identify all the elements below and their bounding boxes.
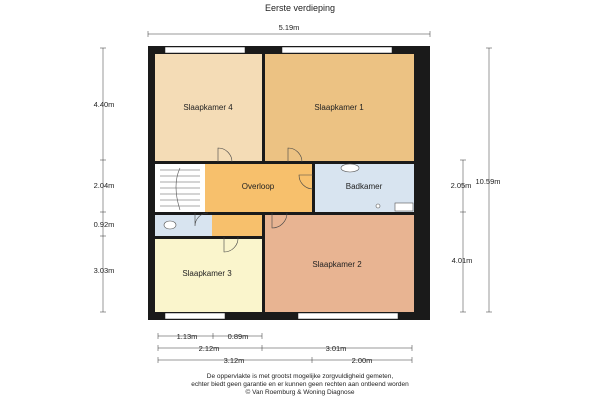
label-badkamer: Badkamer [345, 182, 383, 191]
disclaimer [0, 373, 600, 397]
dim-right-2: 4.01m [451, 256, 473, 265]
bathtub-icon [395, 203, 413, 211]
dim-right-1: 2.05m [450, 181, 472, 190]
room-hallway [212, 215, 262, 236]
dim-bottom-2a: 2.12m [198, 344, 220, 353]
dim-bottom-1a: 1.13m [176, 332, 198, 341]
disclaimer-line-1: De oppervlakte is met grootst mogelijke zorgvuldigheid gemeten, [206, 373, 394, 380]
window-bottom-left [165, 313, 225, 319]
dim-left-1: 4.40m [93, 100, 115, 109]
dim-left-4: 3.03m [93, 266, 115, 275]
toilet-icon [164, 221, 176, 229]
label-overloop: Overloop [241, 182, 275, 191]
window-bottom-right [298, 313, 398, 319]
dim-right-total: 10.59m [475, 177, 501, 186]
window-top-right [282, 47, 392, 53]
label-slaapkamer-2: Slaapkamer 2 [312, 260, 362, 269]
floor-title: Eerste verdieping [264, 3, 336, 13]
window-top-left [165, 47, 245, 53]
label-slaapkamer-3: Slaapkamer 3 [182, 269, 232, 278]
room-toilet [155, 215, 212, 236]
dim-left-2: 2.04m [93, 181, 115, 190]
dim-top-width: 5.19m [278, 23, 300, 32]
dim-bottom-1b: 0.89m [227, 332, 249, 341]
label-slaapkamer-4: Slaapkamer 4 [183, 103, 233, 112]
dim-bottom-2b: 3.01m [325, 344, 347, 353]
dim-bottom-3b: 2.00m [351, 356, 373, 365]
label-slaapkamer-1: Slaapkamer 1 [314, 103, 364, 112]
disclaimer-line-2: echter biedt geen garantie en er kunnen geen rechten aan ontleend worden [191, 381, 409, 388]
dim-left-3: 0.92m [93, 220, 115, 229]
drain-icon [376, 204, 380, 208]
disclaimer-line-3: © Van Roemburg & Woning Diagnose [245, 389, 355, 396]
dim-bottom-3a: 3.12m [223, 356, 245, 365]
sink-icon [341, 164, 359, 172]
